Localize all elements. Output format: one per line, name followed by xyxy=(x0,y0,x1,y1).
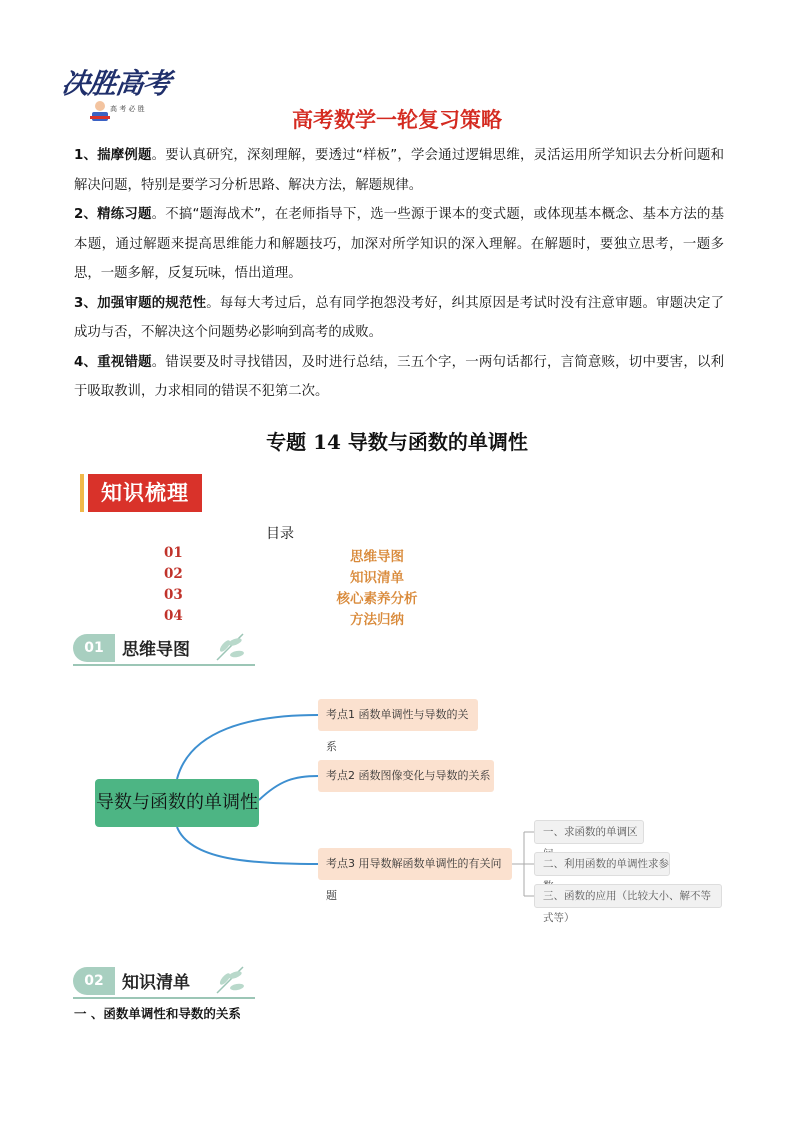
strategy-head: 1、揣摩例题 xyxy=(74,148,152,163)
toc-num: 03 xyxy=(164,587,183,603)
mindmap-point: 考点2 函数图像变化与导数的关系 xyxy=(318,760,494,792)
mindmap-root: 导数与函数的单调性 xyxy=(95,779,259,827)
toc-num: 02 xyxy=(164,566,183,582)
toc-title: 目录 xyxy=(266,526,294,542)
mindmap-sub: 三、函数的应用（比较大小、解不等式等） xyxy=(534,884,722,908)
strategy-text: 。错误要及时寻找错因，及时进行总结，三五个字，一两句话都行，言简意赅，切中要害，以利于吸取教训，力求相同的错误不犯第二次。 xyxy=(74,354,724,399)
logo-text: 决胜高考 xyxy=(59,67,173,100)
section-label: 思维导图 xyxy=(122,640,190,660)
main-title: 高考数学一轮复习策略 xyxy=(292,108,502,132)
mindmap-sub: 一、求函数的单调区 xyxy=(534,820,644,844)
subheading: 一 、函数单调性和导数的关系 xyxy=(74,1006,241,1021)
strategy-text: 。每每大考过后，总有同学抱怨没考好，纠其原因是考试时没有注意审题。审题决定了成功与否，不解决这个问题势必影响到高考的成败。 xyxy=(74,295,724,340)
toc-label: 思维导图 xyxy=(350,549,404,565)
mindmap-point: 考点1 函数单调性与导数的关系 xyxy=(318,699,478,731)
toc-label: 知识清单 xyxy=(350,570,404,586)
toc-num: 01 xyxy=(164,545,183,561)
connector-line xyxy=(177,715,318,779)
section-num: 01 xyxy=(73,634,115,662)
section-label: 知识清单 xyxy=(122,973,190,993)
connector-line xyxy=(259,776,318,800)
mindmap-sub: 二、利用函数的单调性求参 xyxy=(534,852,670,876)
connector-line xyxy=(512,832,534,896)
strategy-head: 4、重视错题 xyxy=(74,354,152,370)
leaf-icon xyxy=(211,963,249,997)
section-header-knowledge xyxy=(73,965,255,999)
connector-line xyxy=(177,827,318,864)
toc-label: 方法归纳 xyxy=(350,612,404,628)
strategy-text: 。要认真研究，深刻理解，要透过“样板”，学会通过逻辑思维，灵活运用所学知识去分析问题和解决问题，特别是要学习分析思路、解决方法，解题规律。 xyxy=(74,148,724,193)
topic-title: 专题 14 导数与函数的单调性 xyxy=(266,430,528,454)
strategy-text: 。不搞“题海战术”，在老师指导下，选一些源于课本的变式题，或体现基本概念、基本方法的基本题，通过解题来提高思维能力和解题技巧，加深对所学知识的深入理解。在解题时，要独立思考，一题多思，一题多解，反复玩味，悟出道理。 xyxy=(74,207,724,281)
toc-num: 04 xyxy=(164,608,183,624)
toc-label: 核心素养分析 xyxy=(336,591,418,607)
strategy-head: 2、精练习题 xyxy=(74,207,152,222)
banner-label: 知识梳理 xyxy=(88,474,202,512)
section-num: 02 xyxy=(73,967,115,995)
strategy-head: 3、加强审题的规范性 xyxy=(74,295,207,311)
section-underline xyxy=(73,997,255,999)
mindmap-point: 考点3 用导数解函数单调性的有关问题 xyxy=(318,848,512,880)
logo-tagline: 高 考 必 胜 xyxy=(110,105,145,113)
